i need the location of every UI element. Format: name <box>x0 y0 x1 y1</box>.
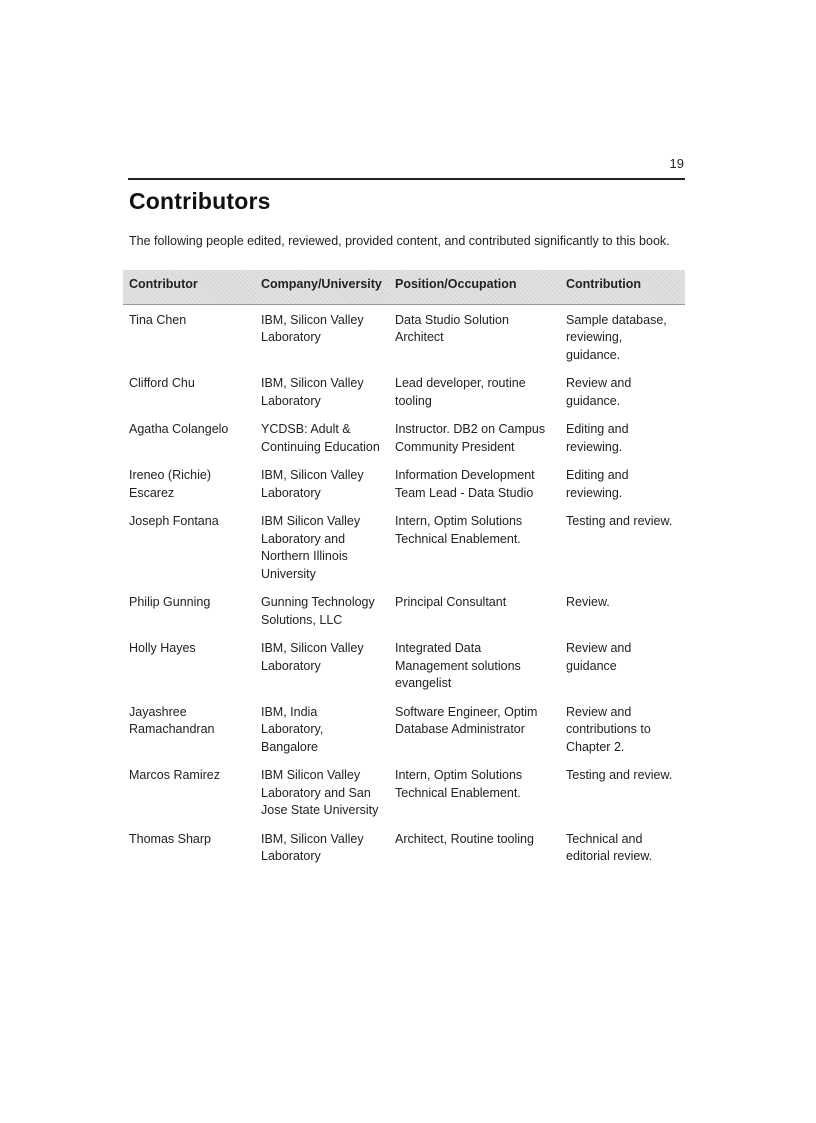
cell-contribution: Review and guidance. <box>566 376 632 408</box>
cell-contribution: Review and guidance <box>566 641 632 673</box>
cell-contributor: Ireneo (Richie) Escarez <box>129 468 211 500</box>
cell-contribution: Technical and editorial review. <box>566 831 653 863</box>
cell-contributor: Holly Hayes <box>129 641 196 655</box>
header-company: Company/University <box>255 270 389 304</box>
cell-position: Intern, Optim Solutions Technical Enablement. <box>395 514 523 546</box>
cell-position: Principal Consultant <box>395 595 507 609</box>
cell-contributor: Marcos Ramirez <box>129 768 220 782</box>
cell-company: IBM, Silicon Valley Laboratory <box>261 641 364 673</box>
cell-contribution: Testing and review. <box>566 514 673 528</box>
cell-company: IBM Silicon Valley Laboratory and San Jose State University <box>261 768 379 817</box>
cell-company: IBM, India Laboratory, Bangalore <box>261 704 324 754</box>
cell-company: IBM, Silicon Valley Laboratory <box>261 831 364 863</box>
table-row <box>123 698 685 762</box>
cell-contributor: Clifford Chu <box>129 376 195 390</box>
cell-contributor: Joseph Fontana <box>129 514 219 528</box>
cell-position: Information Development Team Lead - Data Studio <box>395 468 535 500</box>
page-number: 19 <box>669 156 684 171</box>
cell-contributor: Jayashree Ramachandran <box>129 704 215 736</box>
cell-contribution: Testing and review. <box>566 768 673 782</box>
cell-contribution: Editing and reviewing. <box>566 468 629 500</box>
cell-company: YCDSB: Adult & Continuing Education <box>261 422 380 454</box>
header-rule <box>128 178 685 180</box>
header-contribution: Contribution <box>560 270 685 304</box>
table-row <box>123 825 685 871</box>
cell-contributor: Thomas Sharp <box>129 831 211 846</box>
cell-contributor: Agatha Colangelo <box>129 422 229 436</box>
cell-contribution: Editing and reviewing. <box>566 422 629 454</box>
header-position: Position/Occupation <box>389 270 560 304</box>
table-row <box>123 761 685 825</box>
cell-company: IBM, Silicon Valley Laboratory <box>261 468 364 500</box>
cell-position: Instructor. DB2 on Campus Community President <box>395 422 546 454</box>
cell-position: Integrated Data Management solutions evangelist <box>395 641 521 690</box>
cell-contribution: Review and contributions to Chapter 2. <box>566 704 651 754</box>
cell-contribution: Sample database, reviewing, guidance. <box>566 312 667 362</box>
cell-position: Data Studio Solution Architect <box>395 312 509 344</box>
table-row <box>123 415 685 461</box>
cell-position: Software Engineer, Optim Database Administrator <box>395 704 538 736</box>
cell-company: Gunning Technology Solutions, LLC <box>261 595 375 627</box>
table-row <box>123 369 685 415</box>
cell-company: IBM, Silicon Valley Laboratory <box>261 376 364 408</box>
cell-contributor: Philip Gunning <box>129 595 211 609</box>
intro-paragraph: The following people edited, reviewed, provided content, and contributed significantly to this book. <box>129 234 670 248</box>
cell-contribution: Review. <box>566 595 610 609</box>
cell-company: IBM, Silicon Valley Laboratory <box>261 312 364 344</box>
table-row <box>123 634 685 698</box>
table-row <box>123 588 685 634</box>
cell-position: Architect, Routine tooling <box>395 831 534 846</box>
cell-company: IBM Silicon Valley Laboratory and Northern Illinois University <box>261 514 361 581</box>
table-row <box>123 461 685 507</box>
table-row <box>123 304 685 369</box>
header-contributor: Contributor <box>123 270 255 304</box>
page-title: Contributors <box>129 188 271 214</box>
table-row <box>123 507 685 588</box>
contributors-table <box>123 270 685 871</box>
cell-contributor: Tina Chen <box>129 312 187 327</box>
cell-position: Lead developer, routine tooling <box>395 376 526 408</box>
cell-position: Intern, Optim Solutions Technical Enablement. <box>395 768 523 800</box>
table-header-row <box>123 270 685 304</box>
